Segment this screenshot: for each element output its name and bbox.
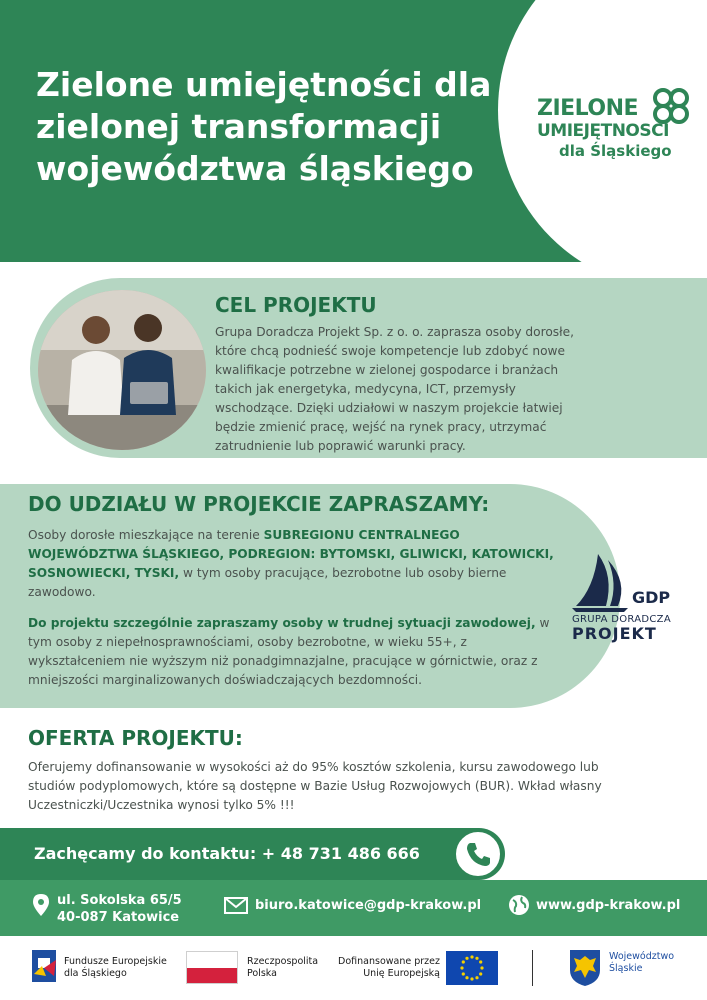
address bbox=[57, 892, 182, 926]
p1-start: Osoby dorosłe mieszkające na terenie bbox=[28, 528, 264, 542]
zapraszamy-title: DO UDZIAŁU W PROJEKCIE ZAPRASZAMY: bbox=[28, 492, 490, 516]
logo-line3: dla Śląskiego bbox=[559, 142, 672, 160]
gdp-sub: GRUPA DORADCZA bbox=[572, 614, 671, 625]
address-line1: ul. Sokolska 65/5 bbox=[57, 893, 182, 908]
p1-end: w tym osoby pracujące, bezrobotne lub osoby bierne zawodowo. bbox=[28, 566, 507, 599]
fe-line2: dla Śląskiego bbox=[64, 968, 127, 979]
team-photo bbox=[38, 290, 206, 450]
eu-stars-icon bbox=[446, 951, 498, 985]
oferta-text: Oferujemy dofinansowanie w wysokości aż do 95% kosztów szkolenia, kursu zawodowego lub studiów podyplomowych, które są dostępne w Bazie Usług Rozwojowych (BUR). Wkład własny Uczestniczki/Uczestnika wynosi tylko 5% !!! bbox=[28, 760, 602, 812]
address-line2: 40-087 Katowice bbox=[57, 910, 180, 925]
logo-line2: UMIEJĘTNOSCI bbox=[537, 121, 669, 141]
logo-line1: ZIELONE bbox=[537, 96, 639, 121]
globe-icon bbox=[508, 894, 530, 916]
cel-text: Grupa Doradcza Projekt Sp. z o. o. zaprasza osoby dorosłe, które chcą podnieść swoje kompetencje lub zdobyć nowe kwalifikacje potrzebne w zielonej gospodarce i branżach takich jak energetyka, medycyna, ICT, przemysły wschodzące. Dzięki udziałowi w naszym projekcie łatwiej będzie zmienić pracę, wejść na rynek pracy, utrzymać zatrudnienie lub poprawić warunki pracy. bbox=[215, 325, 574, 453]
gdp-letters: GDP bbox=[632, 588, 671, 607]
location-pin-icon bbox=[33, 894, 49, 916]
rp-line1: Rzeczpospolita bbox=[247, 956, 319, 967]
ws-line1: Województwo bbox=[609, 951, 675, 962]
mail-icon bbox=[224, 897, 248, 914]
fundusze-text bbox=[64, 956, 167, 980]
sailboat-icon bbox=[568, 548, 678, 614]
fe-line1: Fundusze Europejskie bbox=[64, 956, 167, 967]
ue-line1: Dofinansowane przez bbox=[338, 956, 440, 967]
poland-flag bbox=[186, 951, 238, 984]
clover-icon bbox=[652, 88, 690, 124]
zapraszamy-paragraph-2 bbox=[28, 614, 558, 690]
website-link[interactable]: www.gdp-krakow.pl bbox=[536, 898, 681, 913]
p1-highlight: SUBREGIONU CENTRALNEGO WOJEWÓDZTWA ŚLĄSKIEGO, PODREGION: BYTOMSKI, GLIWICKI, KATOWICKI, SOSNOWIECKI, TYSKI, bbox=[28, 528, 554, 580]
rp-line2: Polska bbox=[247, 968, 277, 979]
phone-icon bbox=[456, 832, 500, 876]
email-link[interactable]: biuro.katowice@gdp-krakow.pl bbox=[255, 898, 482, 913]
rp-text bbox=[247, 956, 318, 980]
cel-title: CEL PROJEKTU bbox=[215, 293, 377, 317]
p2-highlight: Do projektu szczególnie zapraszamy osoby w trudnej sytuacji zawodowej, bbox=[28, 616, 536, 630]
oferta-title: OFERTA PROJEKTU: bbox=[28, 726, 243, 750]
silesia-eagle-icon bbox=[568, 948, 602, 988]
ue-line2: Unię Europejską bbox=[363, 968, 440, 979]
ws-text bbox=[609, 951, 674, 975]
ws-line2: Śląskie bbox=[609, 963, 643, 974]
gdp-main: PROJEKT bbox=[572, 624, 657, 643]
p2-end: w tym osoby z niepełnosprawnościami, osoby bezrobotne, w wieku 55+, z wykształceniem nie wyższym niż ponadgimnazjalne, pracujące w górnictwie, oraz z mniejszości marginalizowanych doświadczających bezdomności. bbox=[28, 616, 550, 687]
contact-cta: Zachęcamy do kontaktu: + 48 731 486 666 bbox=[34, 844, 420, 863]
zapraszamy-paragraph-1 bbox=[28, 526, 558, 602]
fundusze-europejskie-logo bbox=[30, 946, 60, 986]
logo-separator bbox=[532, 950, 533, 986]
phone-button[interactable] bbox=[453, 829, 503, 879]
page-title: Zielone umiejętności dla zielonej transformacji województwa śląskiego bbox=[36, 65, 492, 188]
ue-text bbox=[338, 956, 440, 980]
